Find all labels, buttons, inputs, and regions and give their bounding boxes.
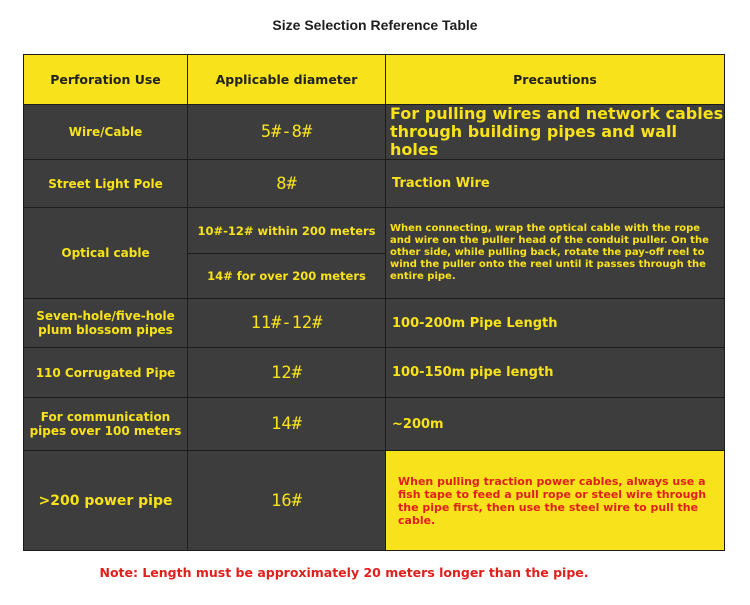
table-row <box>24 299 725 348</box>
header-perforation-use: Perforation Use <box>24 55 188 105</box>
precaution-cell: For pulling wires and network cables through building pipes and wall holes <box>386 105 725 160</box>
table-row <box>24 348 725 398</box>
diameter-cell: 8# <box>188 160 386 208</box>
header-applicable-diameter: Applicable diameter <box>188 55 386 105</box>
diameter-cell: 16# <box>188 451 386 551</box>
diameter-cell: 14# for over 200 meters <box>188 254 386 299</box>
precaution-cell: 100-200m Pipe Length <box>386 299 725 348</box>
diameter-cell: 10#-12# within 200 meters <box>188 208 386 254</box>
precaution-cell: When connecting, wrap the optical cable with the rope and wire on the puller head of the conduit puller. On the other side, while pulling back, rotate the pay-off reel to wind the puller onto the reel until it passes through the entire pipe. <box>386 208 725 299</box>
size-reference-table <box>23 54 725 551</box>
table-row <box>24 208 725 254</box>
use-cell: Wire/Cable <box>24 105 188 160</box>
use-cell: Street Light Pole <box>24 160 188 208</box>
diameter-cell: 14# <box>188 398 386 451</box>
precaution-cell: When pulling traction power cables, always use a fish tape to feed a pull rope or steel wire through the pipe first, then use the steel wire to pull the cable. <box>386 451 725 551</box>
use-cell: Seven-hole/five-hole plum blossom pipes <box>24 299 188 348</box>
page-title: Size Selection Reference Table <box>272 17 478 33</box>
use-cell: For communication pipes over 100 meters <box>24 398 188 451</box>
footnote: Note: Length must be approximately 20 meters longer than the pipe. <box>99 565 589 580</box>
precaution-cell: Traction Wire <box>386 160 725 208</box>
table-row <box>24 398 725 451</box>
precaution-cell: ~200m <box>386 398 725 451</box>
use-cell: Optical cable <box>24 208 188 299</box>
use-cell: >200 power pipe <box>24 451 188 551</box>
precaution-cell: 100-150m pipe length <box>386 348 725 398</box>
diameter-cell: 12# <box>188 348 386 398</box>
use-cell: 110 Corrugated Pipe <box>24 348 188 398</box>
diameter-cell: 5#-8# <box>188 105 386 160</box>
table-row <box>24 451 725 551</box>
table-header-row <box>24 55 725 105</box>
diameter-cell: 11#-12# <box>188 299 386 348</box>
table-row <box>24 160 725 208</box>
table-row <box>24 105 725 160</box>
header-precautions: Precautions <box>386 55 725 105</box>
